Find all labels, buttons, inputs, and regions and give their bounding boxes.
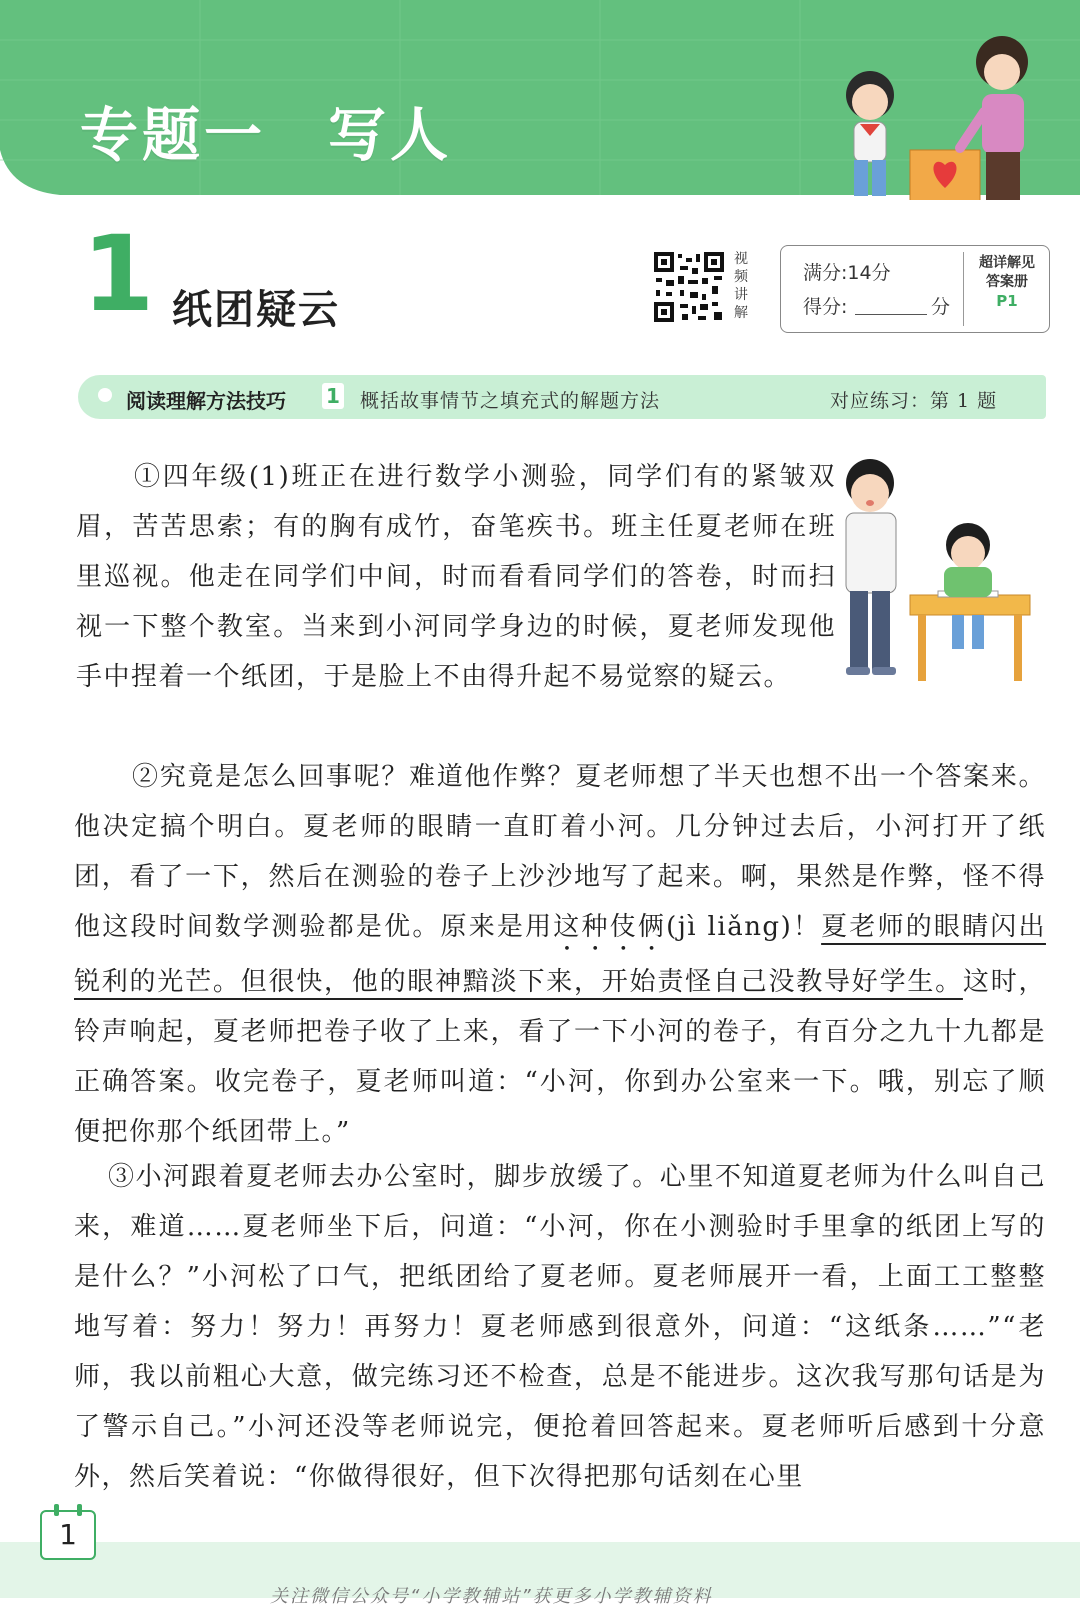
paragraph-3: ③小河跟着夏老师去办公室时，脚步放缓了。心里不知道夏老师为什么叫自己来，难道……夏老师坐下后，问道：“小河，你在小测验时手里拿的纸团上写的是什么？”小河松了口气，把纸团给了夏老师。夏老师展开一看，上面工工整整地写着：努力！努力！再努力！夏老师感到很意外，问道：“这纸条……”“老师，我以前粗心大意，做完练习还不检查，总是不能进步。这次我写那句话是为了警示自己。”小河还没等老师说完，便抢着回答起来。夏老师听后感到十分意外，然后笑着说：“你做得很好，但下次得把那句话刻在心里 bbox=[74, 1162, 1046, 1492]
bullet-dot-icon bbox=[98, 388, 112, 402]
answer-reference bbox=[967, 254, 1047, 311]
emphasized-phrase: 这种伎俩 bbox=[553, 912, 667, 942]
classroom-illustration bbox=[838, 455, 1053, 690]
page-number: 1 bbox=[40, 1510, 96, 1560]
score-label: 得分: bbox=[803, 296, 848, 318]
answer-line-1: 超详解见 bbox=[979, 255, 1035, 271]
lesson-number: 1 bbox=[82, 213, 155, 335]
qr-code-icon[interactable] bbox=[652, 250, 726, 324]
answer-line-2: 答案册 bbox=[986, 274, 1028, 290]
paragraph-1: ①四年级(1)班正在进行数学小测验，同学们有的紧皱双眉，苦苦思索；有的胸有成竹，奋笔疾书。班主任夏老师在班里巡视。他走在同学们中间，时而看看同学们的答卷，时而扫视一下整个教室。当来到小河同学身边的时候，夏老师发现他手中捏着一个纸团，于是脸上不由得升起不易觉察的疑云。 bbox=[76, 462, 836, 692]
method-text: 概括故事情节之填充式的解题方法 bbox=[360, 390, 661, 412]
score-blank[interactable] bbox=[855, 314, 927, 315]
method-number: 1 bbox=[322, 383, 344, 409]
paragraph-2-part-a: ②究竟是怎么回事呢？难道他作弊？夏老师想了半天也想不出一个答案来。他决定搞个明白。夏老师的眼睛一直盯着小河。几分钟过去后，小河打开了纸团，看了一下，然后在测验的卷子上沙沙地写了起来。啊，果然是作弊，怪不得他这段时间数学测验都是优。原来是用 bbox=[74, 762, 1046, 942]
paragraph-2-part-b: 这时，铃声响起，夏老师把卷子收了上来，看了一下小河的卷子，有百分之九十九都是正确答案。收完卷子，夏老师叫道：“小河，你到办公室来一下。哦，别忘了顺便把你那个纸团带上。” bbox=[74, 967, 1046, 1147]
method-label: 阅读理解方法技巧 bbox=[126, 389, 286, 413]
paragraph-2 bbox=[74, 752, 1046, 1157]
score-unit: 分 bbox=[931, 296, 951, 318]
full-score: 满分:14分 bbox=[803, 262, 891, 284]
footer-note: 关注微信公众号“小学教辅站”获更多小学教辅资料 bbox=[270, 1586, 713, 1607]
score-divider bbox=[963, 252, 964, 326]
donation-illustration bbox=[810, 20, 1050, 200]
pinyin-annotation: (jì liǎng)！ bbox=[666, 912, 822, 942]
header-banner bbox=[0, 0, 1080, 200]
qr-video-label: 视频讲解 bbox=[734, 251, 748, 321]
lesson-title: 纸团疑云 bbox=[172, 287, 340, 333]
underlined-sentence: 夏老师的眼睛闪出锐利的光芒。但很快，他的眼神黯淡下来，开始责怪自己没教导好学生。 bbox=[74, 912, 1046, 997]
header-title: 专题一 写人 bbox=[80, 101, 453, 169]
practice-reference: 对应练习：第 1 题 bbox=[830, 390, 998, 412]
score-box bbox=[780, 245, 1050, 333]
answer-page: P1 bbox=[996, 292, 1018, 310]
